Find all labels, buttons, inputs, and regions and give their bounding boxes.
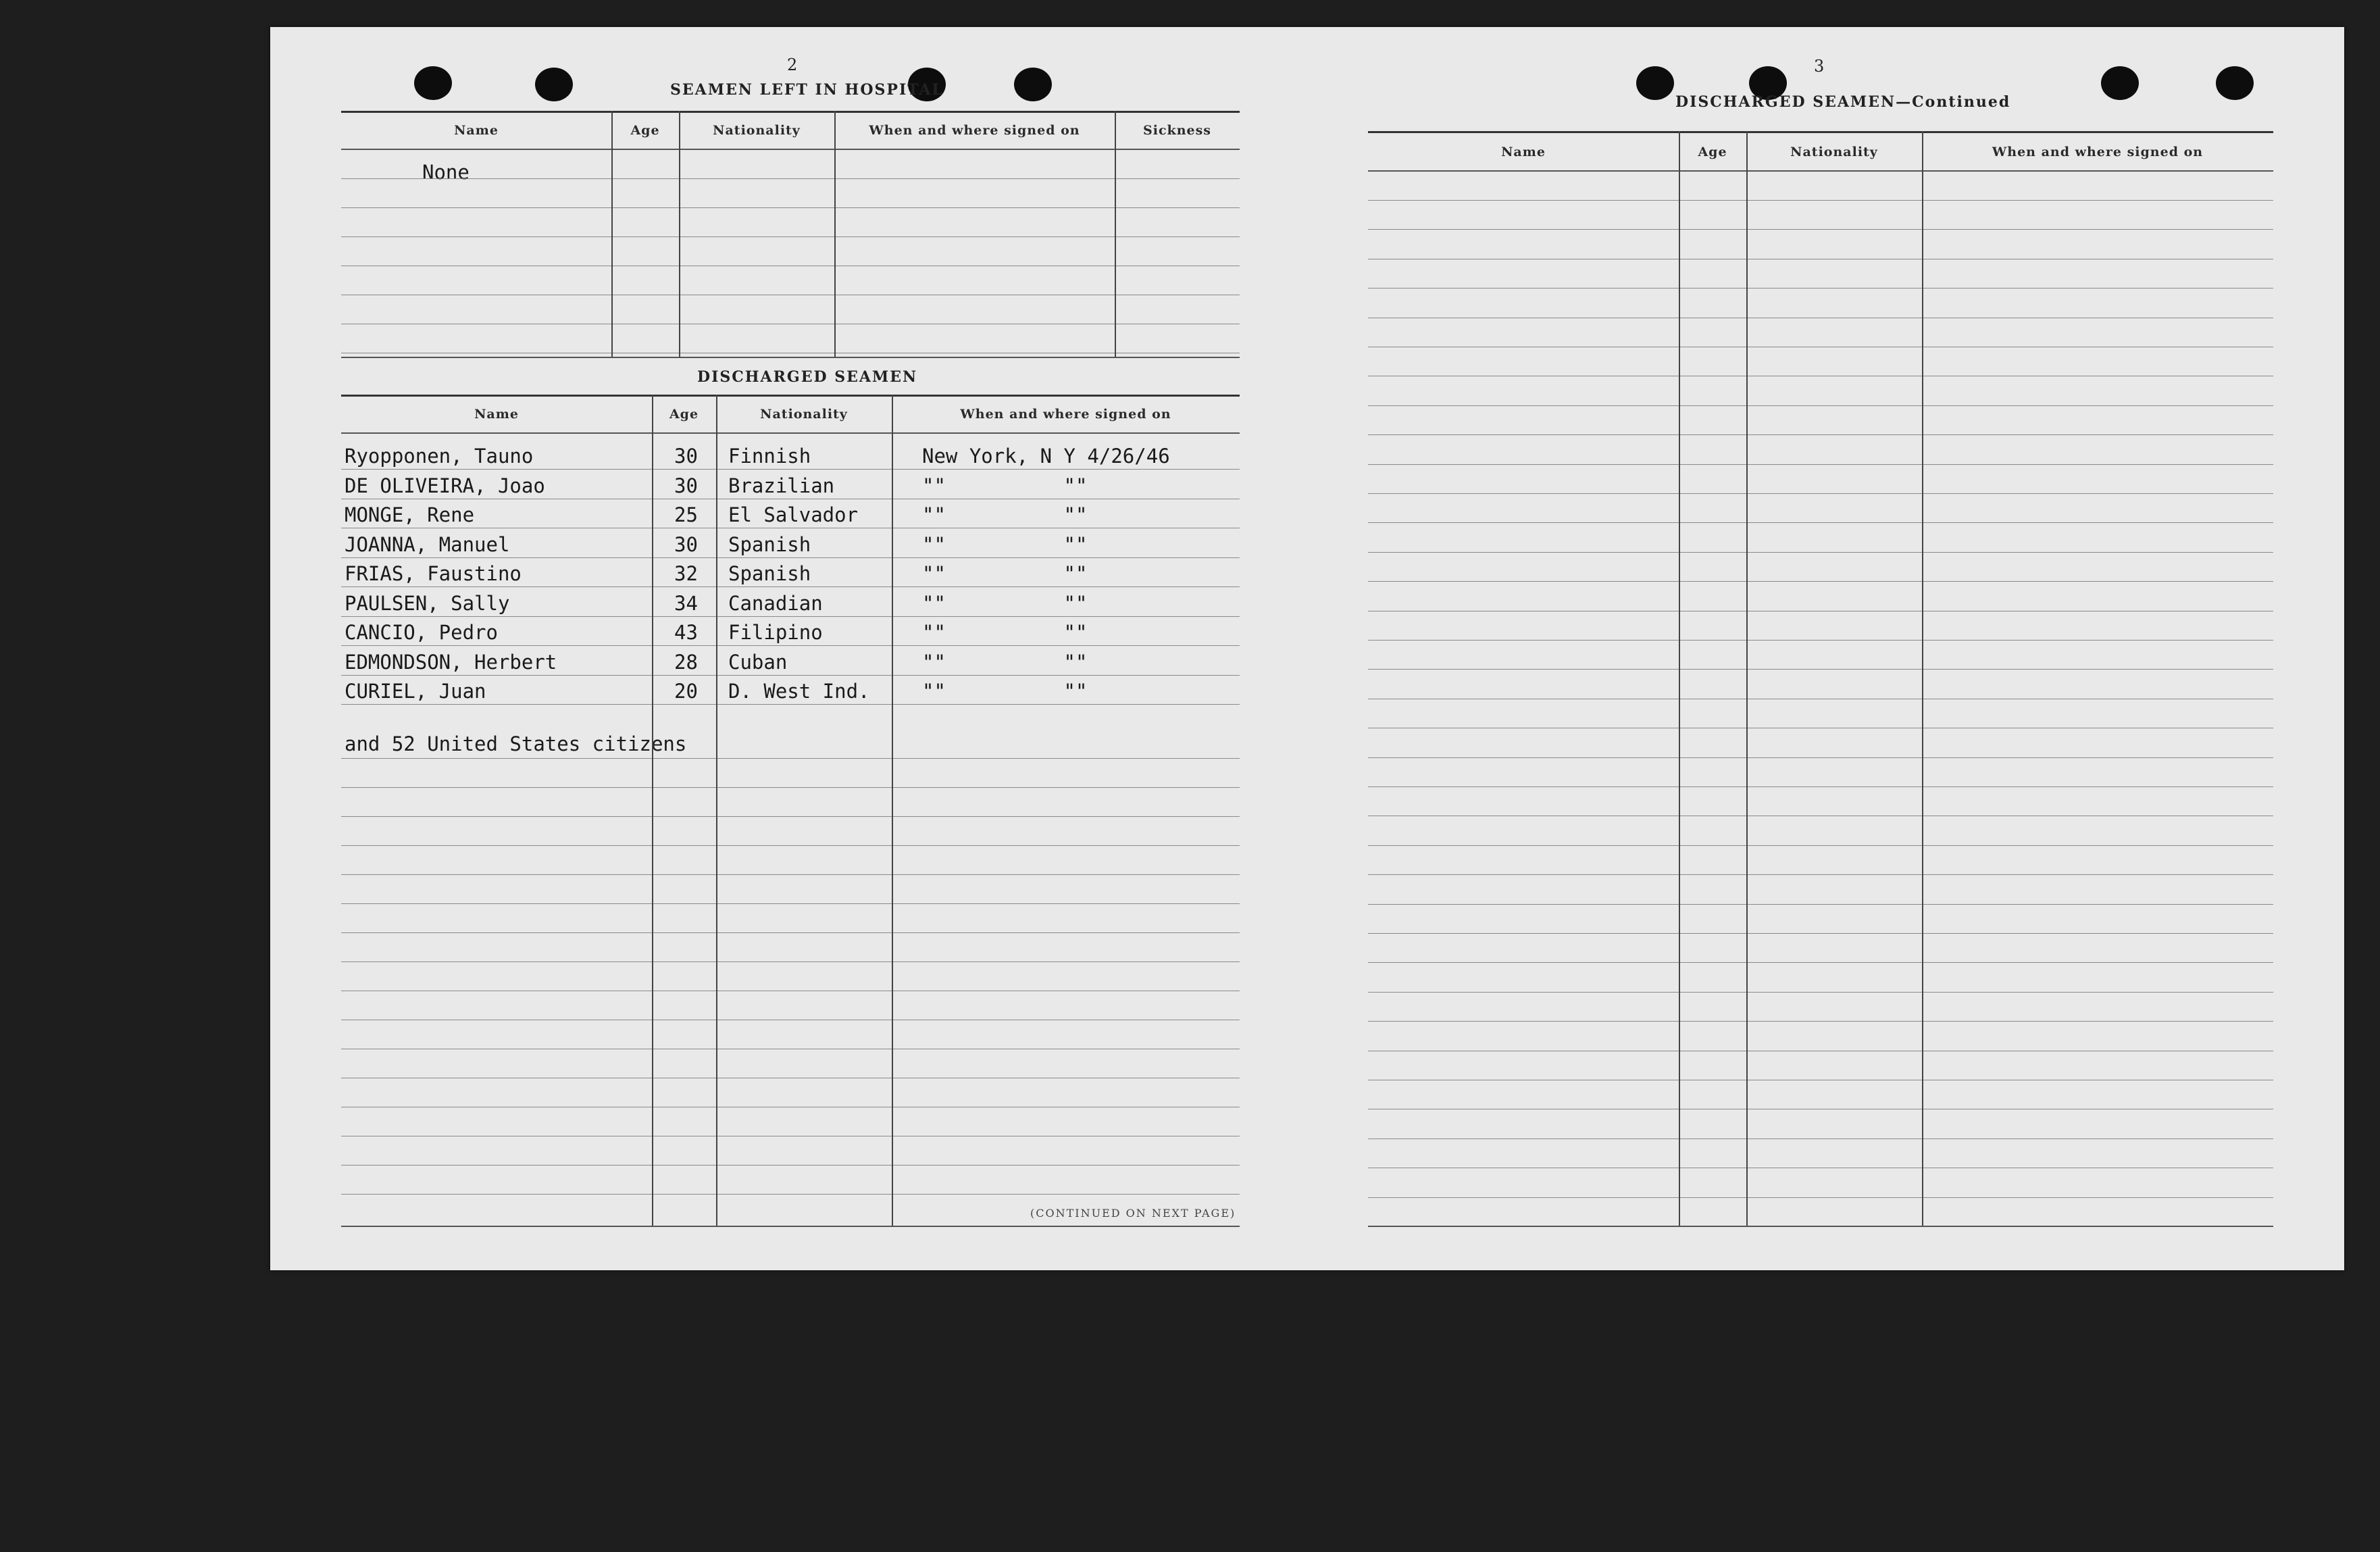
col-head-signed-on: When and where signed on: [1992, 145, 2204, 159]
col-head-signed-on: When and where signed on: [869, 123, 1080, 138]
row-rule: [341, 675, 1240, 676]
column-divider: [679, 111, 680, 357]
seaman-nationality: Canadian: [728, 591, 823, 615]
row-rule: [341, 874, 1240, 875]
row-rule: [341, 932, 1240, 933]
row-rule: [341, 961, 1240, 962]
row-rule: [341, 704, 1240, 705]
table-header-rule: [1368, 131, 2273, 133]
seaman-nationality: Cuban: [728, 650, 788, 674]
row-rule: [1368, 434, 2273, 435]
row-rule: [1368, 904, 2273, 905]
row-rule: [341, 903, 1240, 904]
seaman-nationality: Brazilian: [728, 474, 835, 497]
seaman-age: 32: [674, 562, 698, 585]
row-rule: [1368, 962, 2273, 963]
col-head-nationality: Nationality: [713, 123, 801, 138]
column-divider: [834, 111, 836, 357]
table-header-rule: [341, 111, 1240, 113]
seaman-signed-on: "" "": [922, 503, 1088, 526]
seaman-name: EDMONDSON, Herbert: [345, 650, 557, 674]
col-head-nationality: Nationality: [1790, 145, 1878, 159]
seaman-name: CURIEL, Juan: [345, 680, 486, 703]
row-rule: [341, 469, 1240, 470]
row-rule: [1368, 200, 2273, 201]
row-rule: [1368, 786, 2273, 787]
column-divider: [1679, 131, 1680, 1226]
col-head-signed-on: When and where signed on: [960, 407, 1171, 422]
hospital-entry: None: [422, 161, 470, 184]
seaman-name: FRIAS, Faustino: [345, 562, 522, 585]
seaman-age: 25: [674, 503, 698, 526]
row-rule: [1368, 1138, 2273, 1139]
row-rule: [1368, 405, 2273, 406]
row-rule: [1368, 229, 2273, 230]
row-rule: [1368, 757, 2273, 758]
seaman-name: MONGE, Rene: [345, 503, 475, 526]
table-header-rule: [341, 395, 1240, 397]
page-number: 3: [1814, 57, 1825, 76]
punch-hole: [414, 66, 452, 100]
row-rule: [341, 586, 1240, 587]
seaman-age: 20: [674, 680, 698, 703]
col-head-nationality: Nationality: [760, 407, 848, 422]
row-rule: [341, 616, 1240, 617]
seaman-signed-on: "" "": [922, 621, 1088, 644]
col-head-age: Age: [630, 123, 660, 138]
row-rule: [1368, 933, 2273, 934]
row-rule: [341, 845, 1240, 846]
col-head-age: Age: [1698, 145, 1727, 159]
row-rule: [1368, 552, 2273, 553]
page-number: 2: [787, 55, 798, 74]
column-divider: [1746, 131, 1748, 1226]
seaman-nationality: El Salvador: [728, 503, 859, 526]
seaman-signed-on: "" "": [922, 474, 1088, 497]
document-sheet: [270, 27, 2344, 1270]
seaman-name: PAULSEN, Sally: [345, 591, 510, 615]
left-page: [270, 27, 1270, 1270]
col-head-name: Name: [454, 123, 499, 138]
seaman-nationality: Spanish: [728, 562, 811, 585]
col-head-age: Age: [669, 407, 699, 422]
column-divider: [1115, 111, 1116, 357]
right-page: [1324, 27, 2344, 1270]
column-divider: [892, 395, 893, 1226]
row-rule: [341, 207, 1240, 208]
col-head-name: Name: [474, 407, 519, 422]
row-rule: [1368, 581, 2273, 582]
col-head-sickness: Sickness: [1143, 123, 1211, 138]
row-rule: [341, 1194, 1240, 1195]
seaman-nationality: Finnish: [728, 445, 811, 468]
row-rule: [341, 758, 1240, 759]
seaman-name: JOANNA, Manuel: [345, 532, 510, 556]
col-head-name: Name: [1501, 145, 1546, 159]
punch-hole: [2101, 66, 2139, 100]
table-header-bottom-rule: [1368, 170, 2273, 172]
row-rule: [1368, 669, 2273, 670]
row-rule: [341, 236, 1240, 237]
hospital-section-title: SEAMEN LEFT IN HOSPITAL: [670, 81, 944, 99]
seaman-name: DE OLIVEIRA, Joao: [345, 474, 545, 497]
column-divider: [1922, 131, 1923, 1226]
row-rule: [1368, 288, 2273, 289]
row-rule: [1368, 992, 2273, 993]
row-rule: [1368, 522, 2273, 523]
row-rule: [1368, 874, 2273, 875]
column-divider: [652, 395, 653, 1226]
row-rule: [1368, 1021, 2273, 1022]
seaman-age: 28: [674, 650, 698, 674]
table-header-bottom-rule: [341, 432, 1240, 434]
row-rule: [341, 178, 1240, 179]
seaman-name: CANCIO, Pedro: [345, 621, 498, 644]
row-rule: [341, 557, 1240, 558]
column-divider: [716, 395, 717, 1226]
seaman-age: 30: [674, 532, 698, 556]
seaman-age: 30: [674, 474, 698, 497]
row-rule: [1368, 464, 2273, 465]
punch-hole: [1636, 66, 1674, 100]
discharged-section-title: DISCHARGED SEAMEN: [697, 368, 918, 386]
table-bottom-rule: [1368, 1226, 2273, 1227]
seaman-signed-on: "" "": [922, 532, 1088, 556]
seaman-signed-on: "" "": [922, 650, 1088, 674]
seaman-signed-on: New York, N Y 4/26/46: [922, 445, 1170, 468]
citizens-note: and 52 United States citizens: [345, 732, 687, 755]
row-rule: [341, 1165, 1240, 1166]
punch-hole: [1014, 68, 1052, 101]
table-header-bottom-rule: [341, 149, 1240, 150]
seaman-signed-on: "" "": [922, 680, 1088, 703]
seaman-signed-on: "" "": [922, 562, 1088, 585]
seaman-name: Ryopponen, Tauno: [345, 445, 534, 468]
row-rule: [1368, 845, 2273, 846]
continued-note: (CONTINUED ON NEXT PAGE): [1030, 1207, 1236, 1220]
seaman-nationality: Spanish: [728, 532, 811, 556]
row-rule: [341, 787, 1240, 788]
column-divider: [611, 111, 613, 357]
row-rule: [341, 816, 1240, 817]
table-bottom-rule: [341, 1226, 1240, 1227]
row-rule: [1368, 1197, 2273, 1198]
seaman-age: 30: [674, 445, 698, 468]
right-section-title: DISCHARGED SEAMEN—Continued: [1675, 93, 2011, 111]
punch-hole: [535, 68, 573, 101]
seaman-nationality: Filipino: [728, 621, 823, 644]
seaman-nationality: D. West Ind.: [728, 680, 870, 703]
seaman-age: 43: [674, 621, 698, 644]
seaman-signed-on: "" "": [922, 591, 1088, 615]
row-rule: [1368, 640, 2273, 641]
punch-hole: [2216, 66, 2254, 100]
row-rule: [1368, 493, 2273, 494]
row-rule: [341, 645, 1240, 646]
seaman-age: 34: [674, 591, 698, 615]
table-bottom-rule: [341, 357, 1240, 358]
